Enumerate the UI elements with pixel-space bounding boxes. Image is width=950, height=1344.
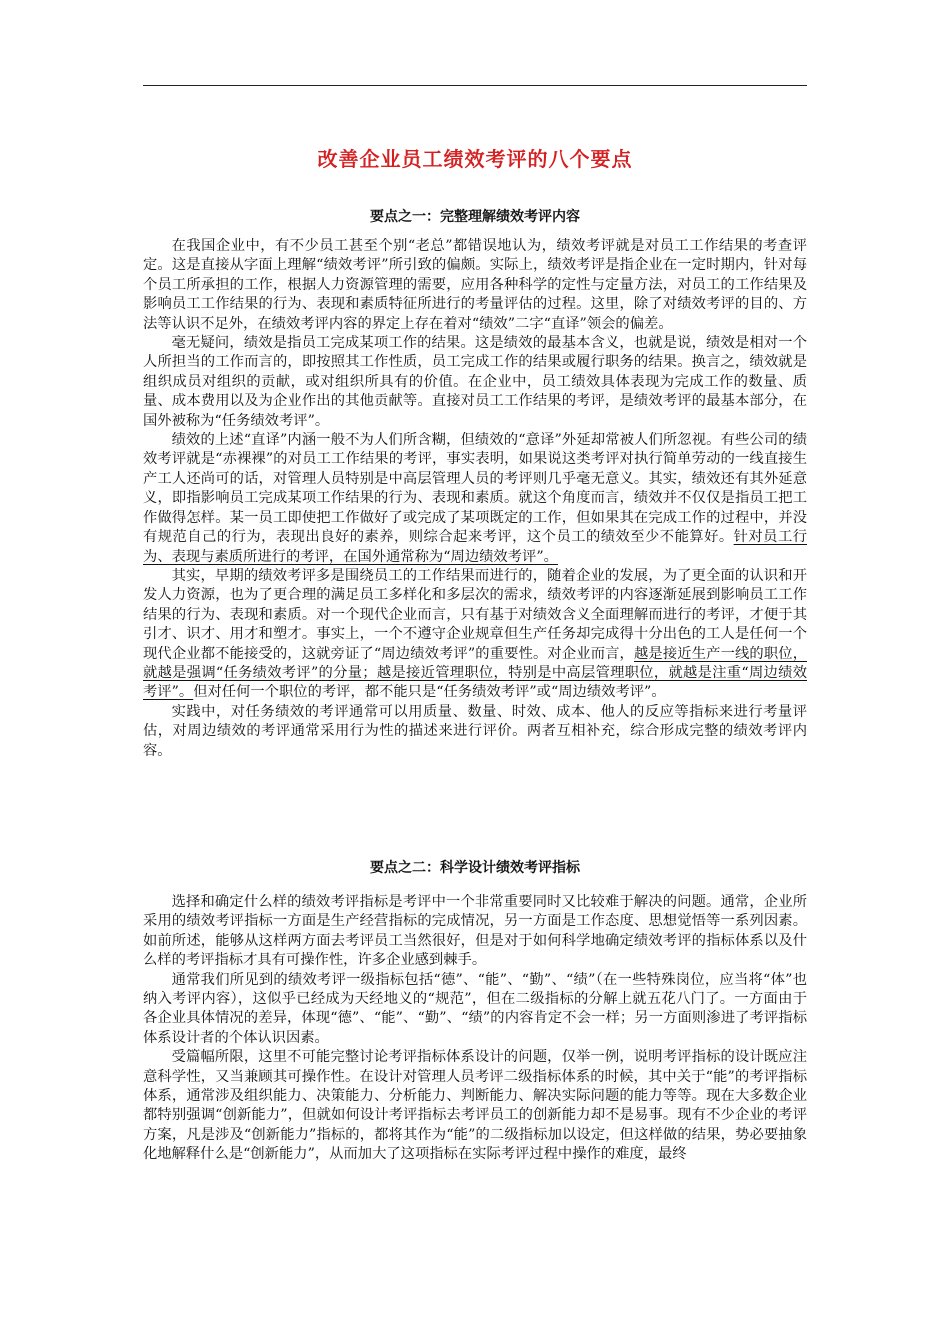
paragraph-text: 绩效的上述“直译”内涵一般不为人们所含糊，但绩效的“意译”外延却常被人们所忽视。有些公司的绩效考评就是“赤裸裸”的对员工工作结果的考评，事实表明，如果说这类考评对执行简单劳动的一线直接生产工人还尚可的话，对管理人员特别是中高层管理人员的考评则几乎毫无意义。其实，绩效还有其外延意义，即指影响员工完成某项工作结果的行为、表现和素质。就这个角度而言，绩效并不仅仅是指员工把工作做得怎样。某一员工即使把工作做好了或完成了某项既定的工作，但如果其在完成工作的过程中，并没有规范自己的行为，表现出良好的素养，则综合起来考评，这个员工的绩效至少不能算好。 — [143, 432, 807, 546]
section-body-2 — [143, 893, 807, 1165]
paragraph: 受篇幅所限，这里不可能完整讨论考评指标体系设计的问题，仅举一例，说明考评指标的设计既应注意科学性，又当兼顾其可操作性。在设计对管理人员考评二级指标体系的时候，其中关于“能”的考评指标体系，通常涉及组织能力、决策能力、分析能力、判断能力、解决实际问题的能力等等。现在大多数企业都特别强调“创新能力”，但就如何设计考评指标去考评员工的创新能力却不是易事。现有不少企业的考评方案，凡是涉及“创新能力”指标的，都将其作为“能”的二级指标加以设定，但这样做的结果，势必要抽象化地解释什么是“创新能力”，从而加大了这项指标在实际考评过程中操作的难度，最终 — [143, 1049, 807, 1163]
paragraph: 通常我们所见到的绩效考评一级指标包括“德”、“能”、“勤”、“绩”（在一些特殊岗位，应当将“体”也纳入考评内容），这似乎已经成为天经地义的“规范”，但在二级指标的分解上就五花八门了。一方面由于各企业具体情况的差异，体现“德”、“能”、“勤”、“绩”的内容肯定不会一样；另一方面则渗进了考评指标体系设计者的个体认识因素。 — [143, 971, 807, 1046]
section-body-1 — [143, 237, 807, 761]
paragraph: 在我国企业中，有不少员工甚至个别“老总”都错误地认为，绩效考评就是对员工工作结果的考查评定。这是直接从字面上理解“绩效考评”所引致的偏颇。实际上，绩效考评是指企业在一定时期内，针对每个员工所承担的工作，根据人力资源管理的需要，应用各种科学的定性与定量方法，对员工的工作结果及影响员工工作结果的行为、表现和素质特征所进行的考量评估的过程。这里，除了对绩效考评的目的、方法等认识不足外，在绩效考评内容的界定上存在着对“绩效”二字“直译”领会的偏差。 — [143, 238, 807, 332]
header-rule — [143, 85, 807, 86]
section-heading-1: 要点之一：完整理解绩效考评内容 — [370, 209, 580, 225]
paragraph: 毫无疑问，绩效是指员工完成某项工作的结果。这是绩效的最基本含义，也就是说，绩效是相对一个人所担当的工作而言的，即按照其工作性质，员工完成工作的结果或履行职务的结果。换言之，绩效就是组织成员对组织的贡献，或对组织所具有的价值。在企业中，员工绩效具体表现为完成工作的数量、质量、成本费用以及为企业作出的其他贡献等。直接对员工工作结果的考评，是绩效考评的最基本部分，在国外被称为“任务绩效考评”。 — [143, 335, 807, 429]
section-heading-2: 要点之二：科学设计绩效考评指标 — [370, 860, 580, 876]
paragraph-text: 其实，早期的绩效考评多是围绕员工的工作结果而进行的，随着企业的发展，为了更全面的认识和开发人力资源，也为了更合理的满足员工多样化和多层次的需求，绩效考评的内容逐渐延展到影响员工工作结果的行为、表现和素质。对一个现代企业而言，只有基于对绩效含义全面理解而进行的考评，才便于其引才、识才、用才和塑才。事实上，一个不遵守企业规章但生产任务却完成得十分出色的工人是任何一个现代企业都不能接受的，这就旁证了“周边绩效考评”的重要性。对企业而言， — [143, 567, 807, 662]
document-title: 改善企业员工绩效考评的八个要点 — [317, 147, 633, 171]
paragraph — [143, 431, 807, 567]
paragraph: 实践中，对任务绩效的考评通常可以用质量、数量、时效、成本、他人的反应等指标来进行考量评估，对周边绩效的考评通常采用行为性的描述来进行评价。两者互相补充，综合形成完整的绩效考评内容。 — [143, 703, 807, 759]
paragraph — [143, 567, 807, 703]
paragraph-text: 但对任何一个职位的考评，都不能只是“任务绩效考评”或“周边绩效考评”。 — [193, 684, 666, 701]
underlined-text: 越是接近生产一线的职位，就越是强调“任务绩效考评”的分量；越是接近管理职位，特别是中高层管理职位，就越是注重“周边绩效考评”。 — [143, 645, 807, 701]
paragraph: 选择和确定什么样的绩效考评指标是考评中一个非常重要同时又比较难于解决的问题。通常，企业所采用的绩效考评指标一方面是生产经营指标的完成情况，另一方面是工作态度、思想觉悟等一系列因素。如前所述，能够从这样两方面去考评员工当然很好，但是对于如何科学地确定绩效考评的指标体系以及什么样的考评指标才具有可操作性，许多企业感到棘手。 — [143, 894, 807, 969]
underlined-text: 针对员工行为、表现与素质所进行的考评，在国外通常称为“周边绩效考评”。 — [143, 529, 808, 565]
